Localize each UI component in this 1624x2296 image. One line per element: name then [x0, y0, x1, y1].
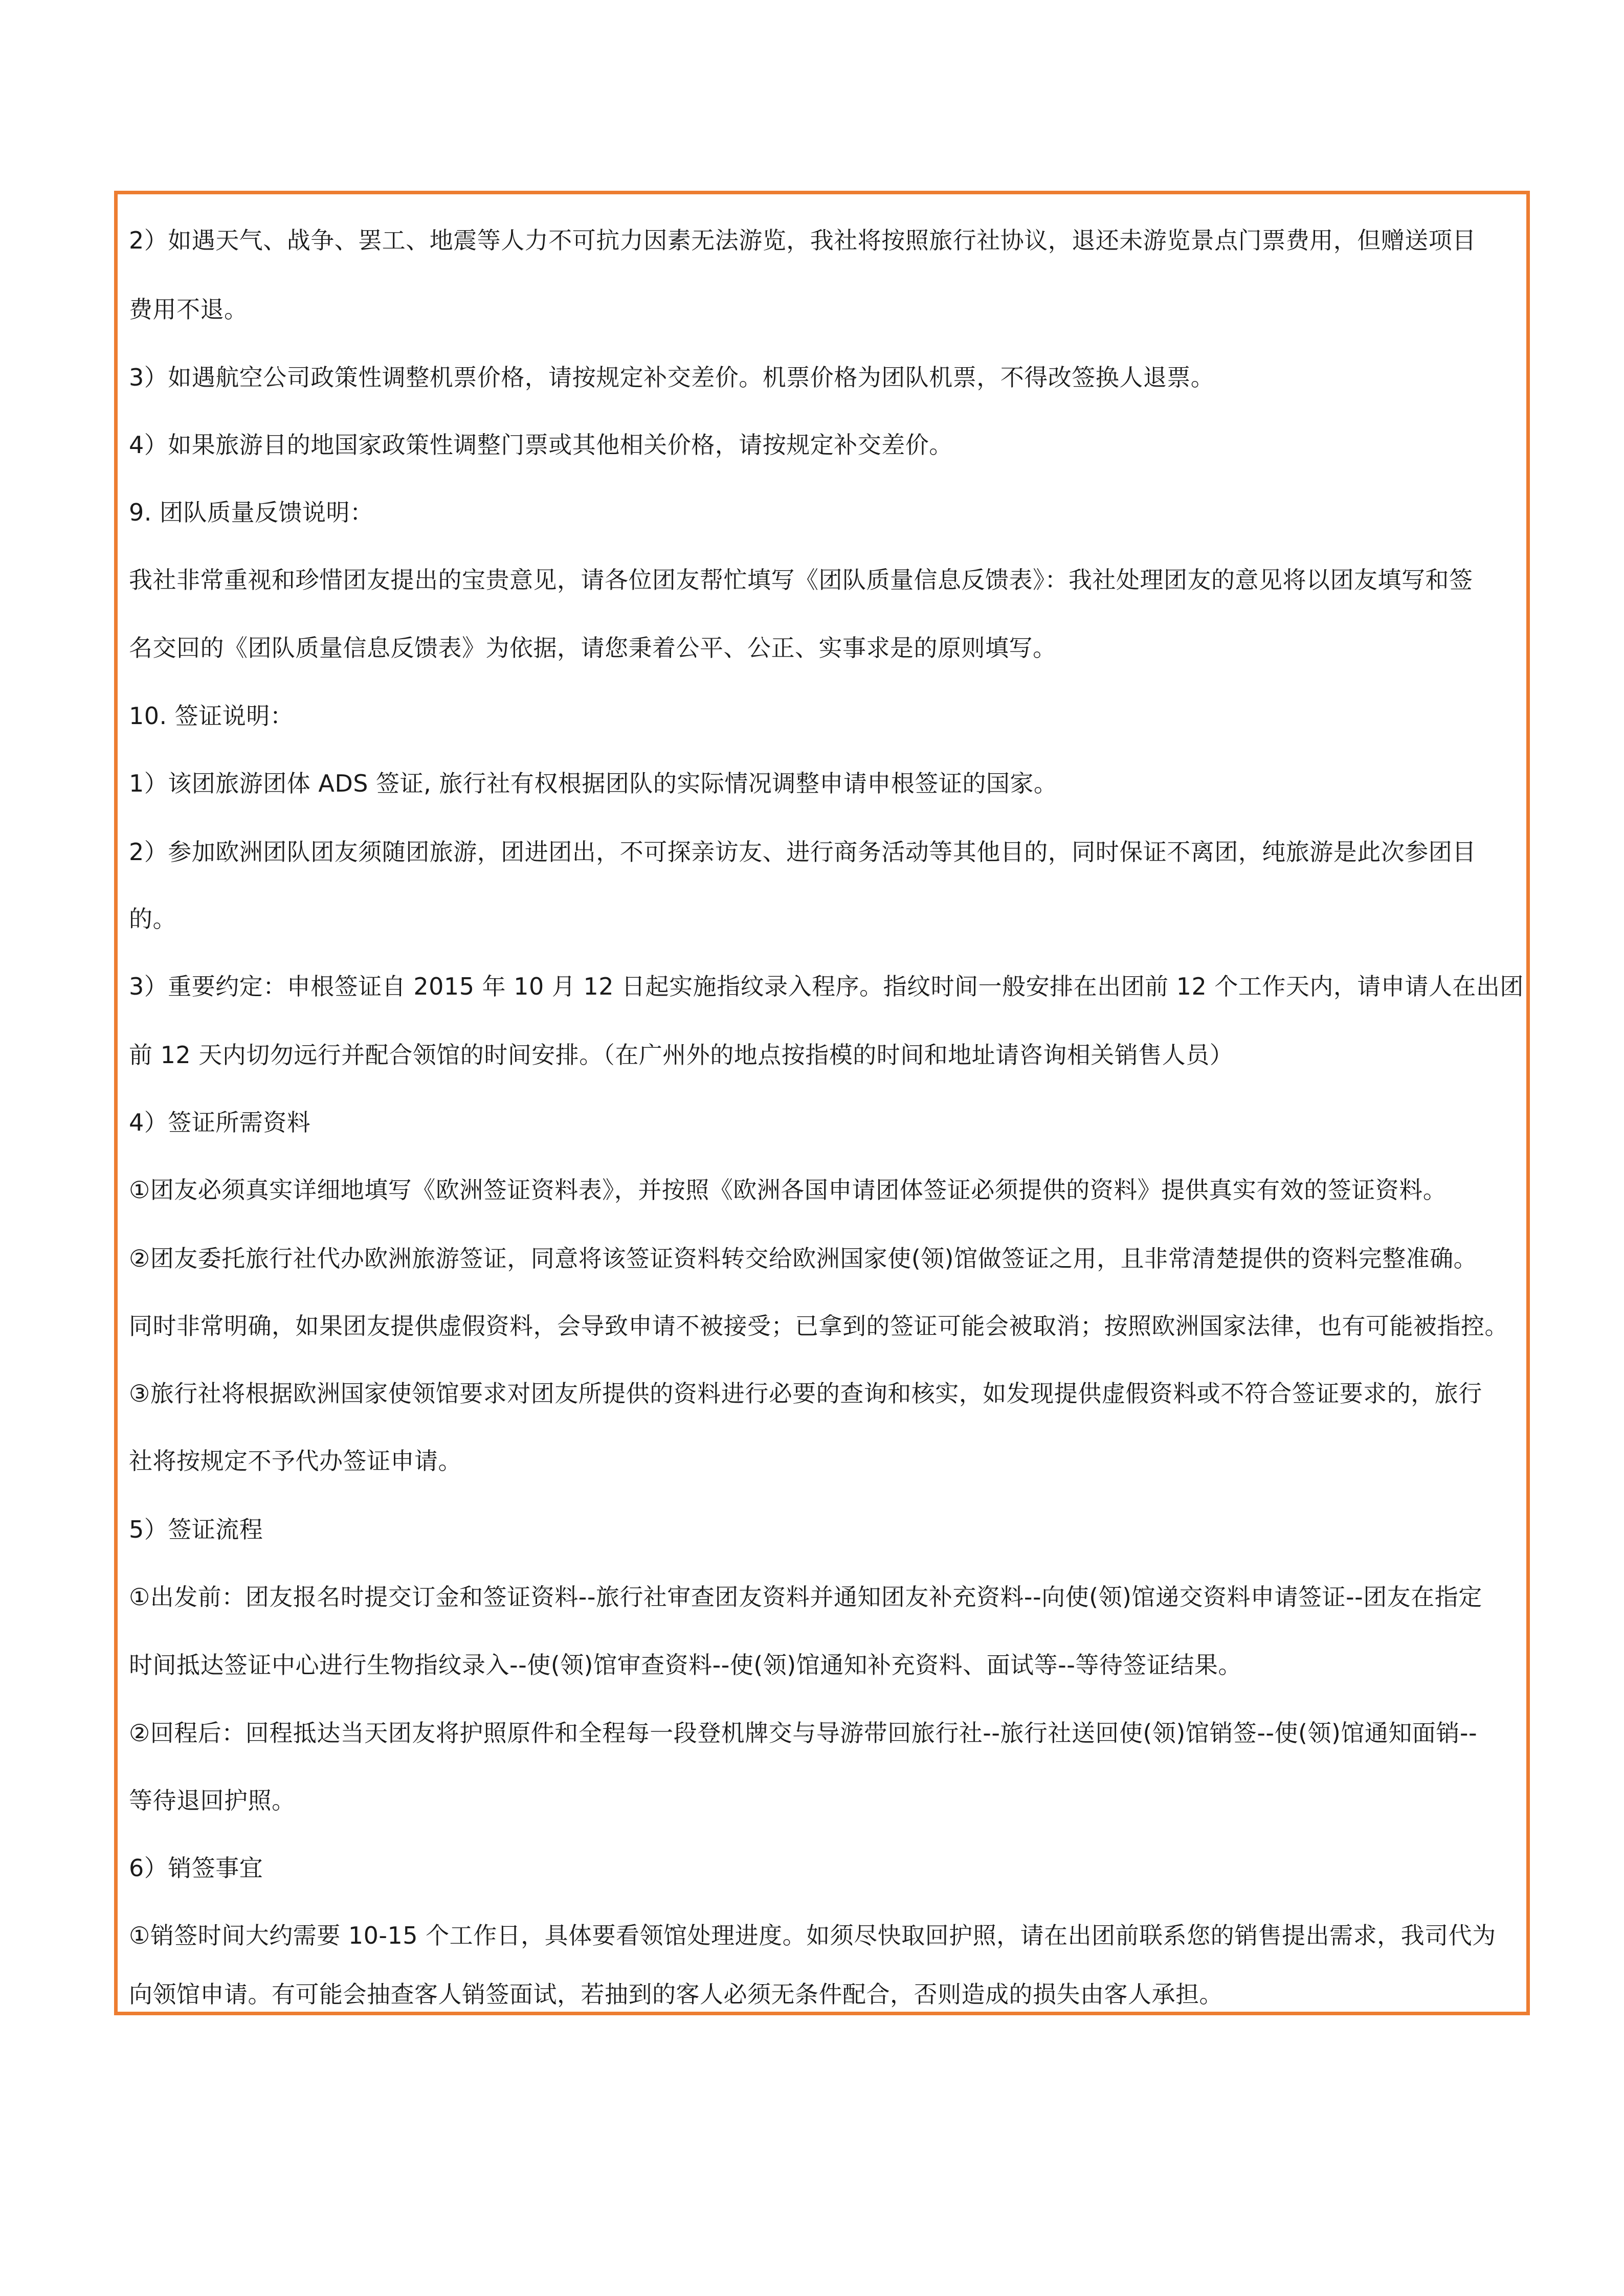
text-line: ②团友委托旅行社代办欧洲旅游签证，同意将该签证资料转交给欧洲国家使(领)馆做签证之用，且非常清楚提供的资料完整准确。	[129, 1245, 1478, 1272]
text-line: 等待退回护照。	[129, 1787, 296, 1814]
text-line: 费用不退。	[129, 296, 248, 323]
subsection-heading: 6）销签事宜	[129, 1854, 263, 1882]
subsection-heading: 5）签证流程	[129, 1516, 263, 1543]
text-line: 2）如遇天气、战争、罢工、地震等人力不可抗力因素无法游览，我社将按照旅行社协议，退还未游览景点门票费用，但赠送项目	[129, 227, 1476, 254]
section-heading: 10. 签证说明：	[129, 702, 294, 730]
text-line: 向领馆申请。有可能会抽查客人销签面试，若抽到的客人必须无条件配合，否则造成的损失由客人承担。	[129, 1980, 1223, 2008]
text-line: 4）如果旅游目的地国家政策性调整门票或其他相关价格，请按规定补交差价。	[129, 431, 953, 459]
text-line: 前 12 天内切勿远行并配合领馆的时间安排。（在广州外的地点按指模的时间和地址请咨询相关销售人员）	[129, 1041, 1234, 1069]
text-line: ①销签时间大约需要 10-15 个工作日，具体要看领馆处理进度。如须尽快取回护照，请在出团前联系您的销售提出需求，我司代为	[129, 1922, 1496, 1949]
section-heading: 9. 团队质量反馈说明：	[129, 499, 374, 526]
text-line: ③旅行社将根据欧洲国家使领馆要求对团友所提供的资料进行必要的查询和核实，如发现提供虚假资料或不符合签证要求的，旅行	[129, 1380, 1482, 1407]
text-line: ②回程后：回程抵达当天团友将护照原件和全程每一段登机牌交与导游带回旅行社--旅行社送回使(领)馆销签--使(领)馆通知面销--	[129, 1719, 1478, 1747]
text-line: 我社非常重视和珍惜团友提出的宝贵意见，请各位团友帮忙填写《团队质量信息反馈表》：我社处理团友的意见将以团友填写和签	[129, 566, 1473, 594]
text-line: 1）该团旅游团体 ADS 签证, 旅行社有权根据团队的实际情况调整申请申根签证的国家。	[129, 770, 1058, 797]
text-line: 同时非常明确，如果团友提供虚假资料，会导致申请不被接受；已拿到的签证可能会被取消；按照欧洲国家法律，也有可能被指控。	[129, 1312, 1508, 1340]
text-line: 名交回的《团队质量信息反馈表》为依据，请您秉着公平、公正、实事求是的原则填写。	[129, 634, 1057, 662]
text-line: ①出发前：团友报名时提交订金和签证资料--旅行社审查团友资料并通知团友补充资料--向使(领)馆递交资料申请签证--团友在指定	[129, 1583, 1482, 1611]
subsection-heading: 4）签证所需资料	[129, 1109, 311, 1136]
text-line: 的。	[129, 905, 176, 933]
text-line: 3）如遇航空公司政策性调整机票价格，请按规定补交差价。机票价格为团队机票，不得改签换人退票。	[129, 364, 1215, 391]
text-line: 社将按规定不予代办签证申请。	[129, 1447, 462, 1475]
text-line: 时间抵达签证中心进行生物指纹录入--使(领)馆审查资料--使(领)馆通知补充资料、面试等--等待签证结果。	[129, 1651, 1242, 1679]
text-line: ①团友必须真实详细地填写《欧洲签证资料表》，并按照《欧洲各国申请团体签证必须提供的资料》提供真实有效的签证资料。	[129, 1176, 1447, 1204]
text-line: 2）参加欧洲团队团友须随团旅游，团进团出，不可探亲访友、进行商务活动等其他目的，同时保证不离团，纯旅游是此次参团目	[129, 838, 1476, 866]
text-line: 3）重要约定：申根签证自 2015 年 10 月 12 日起实施指纹录入程序。指纹时间一般安排在出团前 12 个工作天内，请申请人在出团	[129, 973, 1524, 1000]
